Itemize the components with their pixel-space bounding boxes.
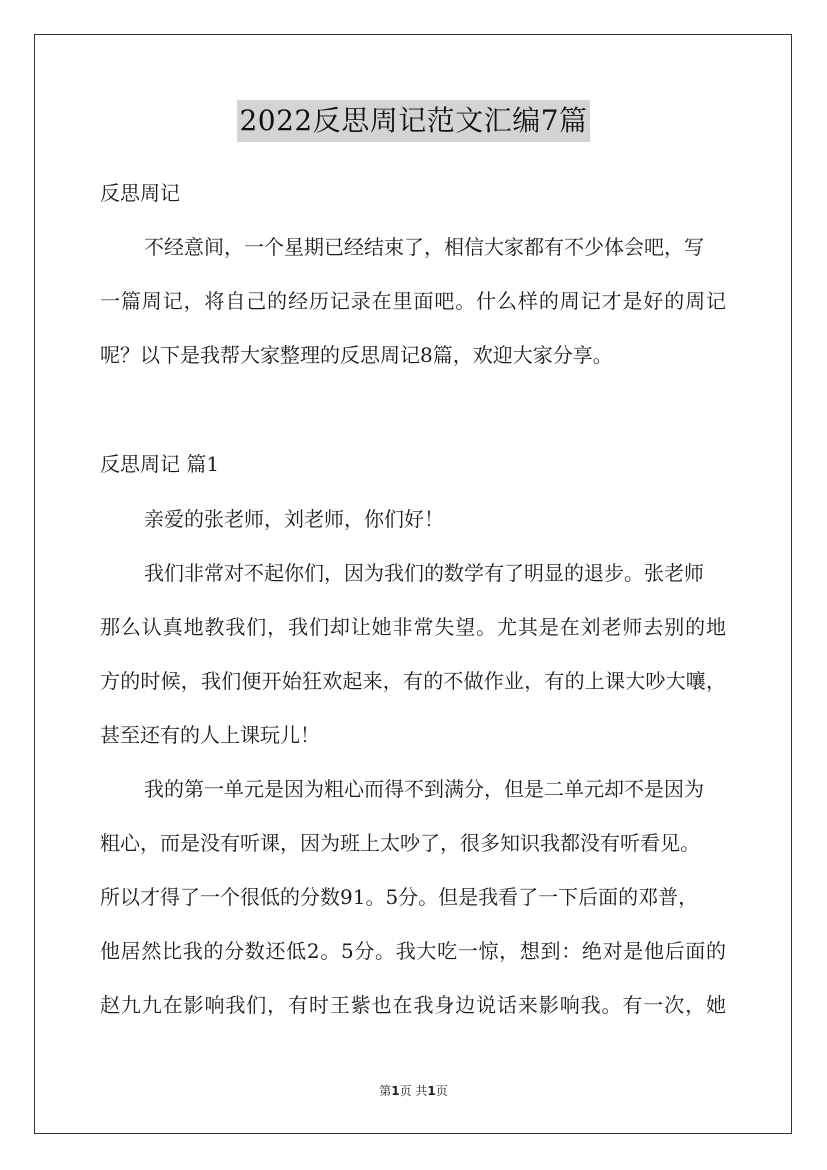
- paragraph2-line-1: 我的第一单元是因为粗心而得不到满分，但是二单元却不是因为: [144, 777, 704, 801]
- footer-page-prefix: 第: [379, 1084, 392, 1098]
- document-title: 2022反思周记范文汇编7篇: [237, 100, 589, 142]
- paragraph1-line-4: 甚至还有的人上课玩儿！: [100, 723, 320, 747]
- footer-page-number: 1: [391, 1084, 400, 1098]
- paragraph2-line-4: 他居然比我的分数还低2。5分。我大吃一惊，想到：绝对是他后面的: [100, 939, 726, 963]
- intro-line-1: 不经意间，一个星期已经结束了，相信大家都有不少体会吧，写: [144, 235, 704, 259]
- footer-page-mid: 页 共: [399, 1084, 428, 1098]
- footer-page-suffix: 页: [435, 1084, 448, 1098]
- article-heading: 反思周记 篇1: [100, 452, 220, 476]
- intro-line-3: 呢？以下是我帮大家整理的反思周记8篇，欢迎大家分享。: [100, 343, 613, 367]
- paragraph1-line-1: 我们非常对不起你们，因为我们的数学有了明显的退步。张老师: [144, 561, 704, 585]
- intro-line-2: 一篇周记，将自己的经历记录在里面吧。什么样的周记才是好的周记: [100, 289, 726, 313]
- paragraph2-line-3: 所以才得了一个很低的分数91。5分。但是我看了一下后面的邓普，: [100, 885, 699, 909]
- footer-page-total: 1: [427, 1084, 436, 1098]
- paragraph2-line-2: 粗心，而是没有听课，因为班上太吵了，很多知识我都没有听看见。: [100, 831, 700, 855]
- page-footer: [0, 1082, 827, 1100]
- paragraph1-line-3: 方的时候，我们便开始狂欢起来，有的不做作业，有的上课大吵大嚷，: [100, 669, 726, 693]
- title-container: [0, 100, 827, 142]
- section-heading: 反思周记: [100, 181, 180, 205]
- paragraph1-line-2: 那么认真地教我们，我们却让她非常失望。尤其是在刘老师去别的地: [100, 615, 726, 639]
- paragraph2-line-5: 赵九九在影响我们，有时王紫也在我身边说话来影响我。有一次，她: [100, 993, 726, 1017]
- greeting-line: 亲爱的张老师，刘老师，你们好！: [144, 507, 444, 531]
